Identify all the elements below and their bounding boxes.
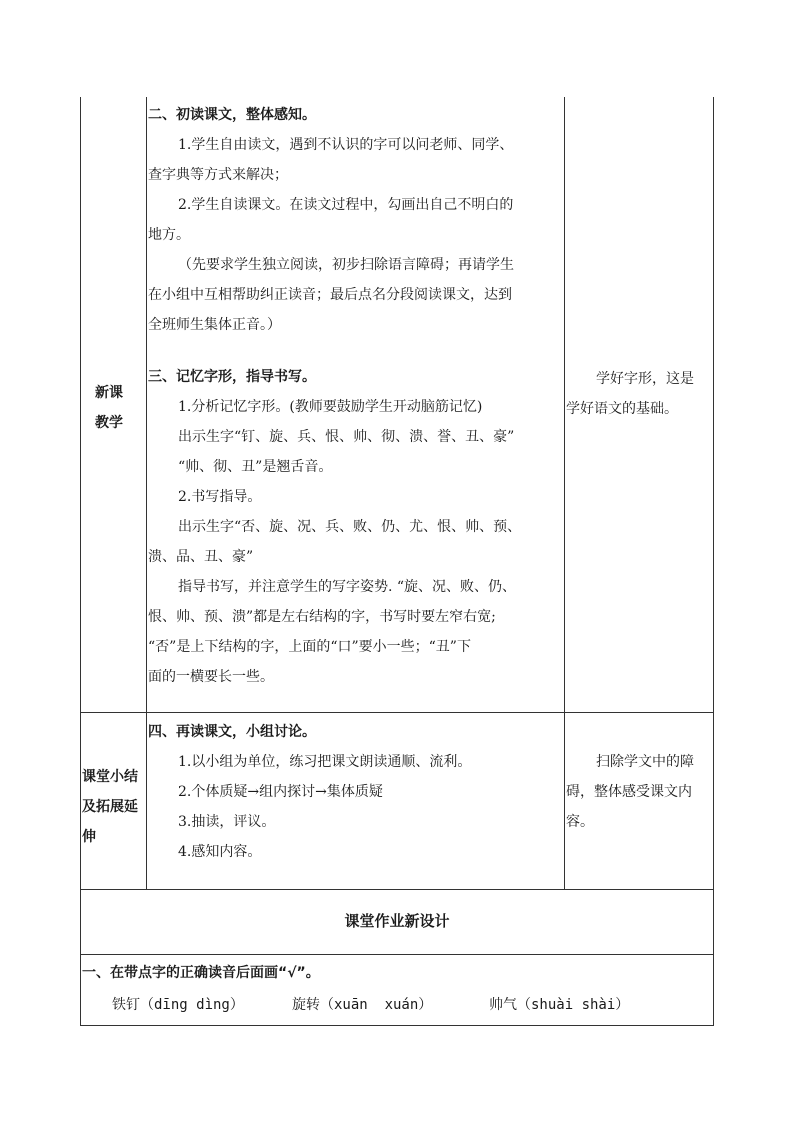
- row-divider-1: [80, 712, 714, 713]
- section3-line: 面的一横要长一些。: [148, 669, 274, 685]
- section4-line: 1.以小组为单位，练习把课文朗读通顺、流利。: [178, 754, 472, 770]
- section3-line: 1.分析记忆字形。(教师要鼓励学生开动脑筋记忆): [178, 399, 483, 415]
- section3-line: “帅、彻、丑”是翘舌音。: [178, 459, 333, 475]
- row-label-summary: 课堂小结 及拓展延 伸: [82, 769, 138, 845]
- section2-line: 查字典等方式来解决；: [148, 167, 288, 183]
- summary-content: [148, 717, 562, 867]
- section2-heading: 二、初读课文，整体感知。: [148, 107, 316, 123]
- section2-line: 1.学生自由读文，遇到不认识的字可以问老师、同学、: [178, 137, 514, 153]
- column-divider-1: [146, 97, 147, 889]
- section2-line: 全班师生集体正音。）: [148, 317, 281, 333]
- pinyin-item: [292, 990, 432, 1020]
- section2-line: 在小组中互相帮助纠正读音；最后点名分段阅读课文，达到: [148, 287, 512, 303]
- question-1-text: 一、在带点字的正确读音后面画“√”。: [82, 965, 320, 981]
- section4-heading: 四、再读课文，小组讨论。: [148, 724, 316, 740]
- section3-line: 2.书写指导。: [178, 489, 262, 505]
- pinyin-item: [112, 990, 244, 1020]
- section3-line: 出示生字“钉、旋、兵、恨、帅、彻、溃、誉、丑、豪”: [178, 429, 515, 445]
- item-pinyin: （dīng dìng）: [140, 997, 244, 1013]
- item-pinyin: （xuān xuán）: [320, 997, 433, 1013]
- new-lesson-content: [148, 100, 562, 692]
- pinyin-item: [489, 990, 629, 1020]
- row-divider-2: [80, 889, 714, 890]
- new-lesson-note: 学好字形，这是 学好语文的基础。: [566, 371, 694, 417]
- summary-note: 扫除学文中的障 碍，整体感受课文内 容。: [566, 754, 694, 830]
- homework-title: 课堂作业新设计: [344, 912, 450, 930]
- item-word: 帅气: [489, 997, 517, 1013]
- section2-line: 2.学生自读课文。在读文过程中，勾画出自己不明白的: [178, 197, 514, 213]
- column-divider-2: [564, 97, 565, 889]
- table-left-border: [80, 97, 81, 1026]
- section4-line: 3.抽读，评议。: [178, 814, 276, 830]
- section2-line: （先要求学生独立阅读，初步扫除语言障碍；再请学生: [178, 257, 514, 273]
- table-bottom-border: [80, 1025, 714, 1026]
- section3-line: “否”是上下结构的字，上面的“口”要小一些；“丑”下: [148, 639, 471, 655]
- section2-line: 地方。: [148, 227, 190, 243]
- homework-question-1: [82, 958, 712, 988]
- item-word: 铁钉: [112, 997, 140, 1013]
- item-pinyin: （shuài shài）: [517, 997, 630, 1013]
- table-right-border: [713, 97, 714, 1026]
- section3-line: 出示生字“否、旋、况、兵、败、仍、尤、恨、帅、预、: [178, 519, 522, 535]
- section3-line: 溃、品、丑、豪”: [148, 549, 254, 565]
- section3-line: 指导书写，并注意学生的写字姿势. “旋、况、败、仍、: [178, 579, 517, 595]
- section4-line: 4.感知内容。: [178, 844, 262, 860]
- item-word: 旋转: [292, 997, 320, 1013]
- section3-line: 恨、帅、预、溃”都是左右结构的字，书写时要左窄右宽;: [148, 609, 496, 625]
- section4-line: 2.个体质疑→组内探讨→集体质疑: [178, 784, 383, 800]
- row-divider-3: [80, 954, 714, 955]
- row-label-new-lesson: 新课 教学: [95, 385, 123, 431]
- section3-heading: 三、记忆字形，指导书写。: [148, 369, 316, 385]
